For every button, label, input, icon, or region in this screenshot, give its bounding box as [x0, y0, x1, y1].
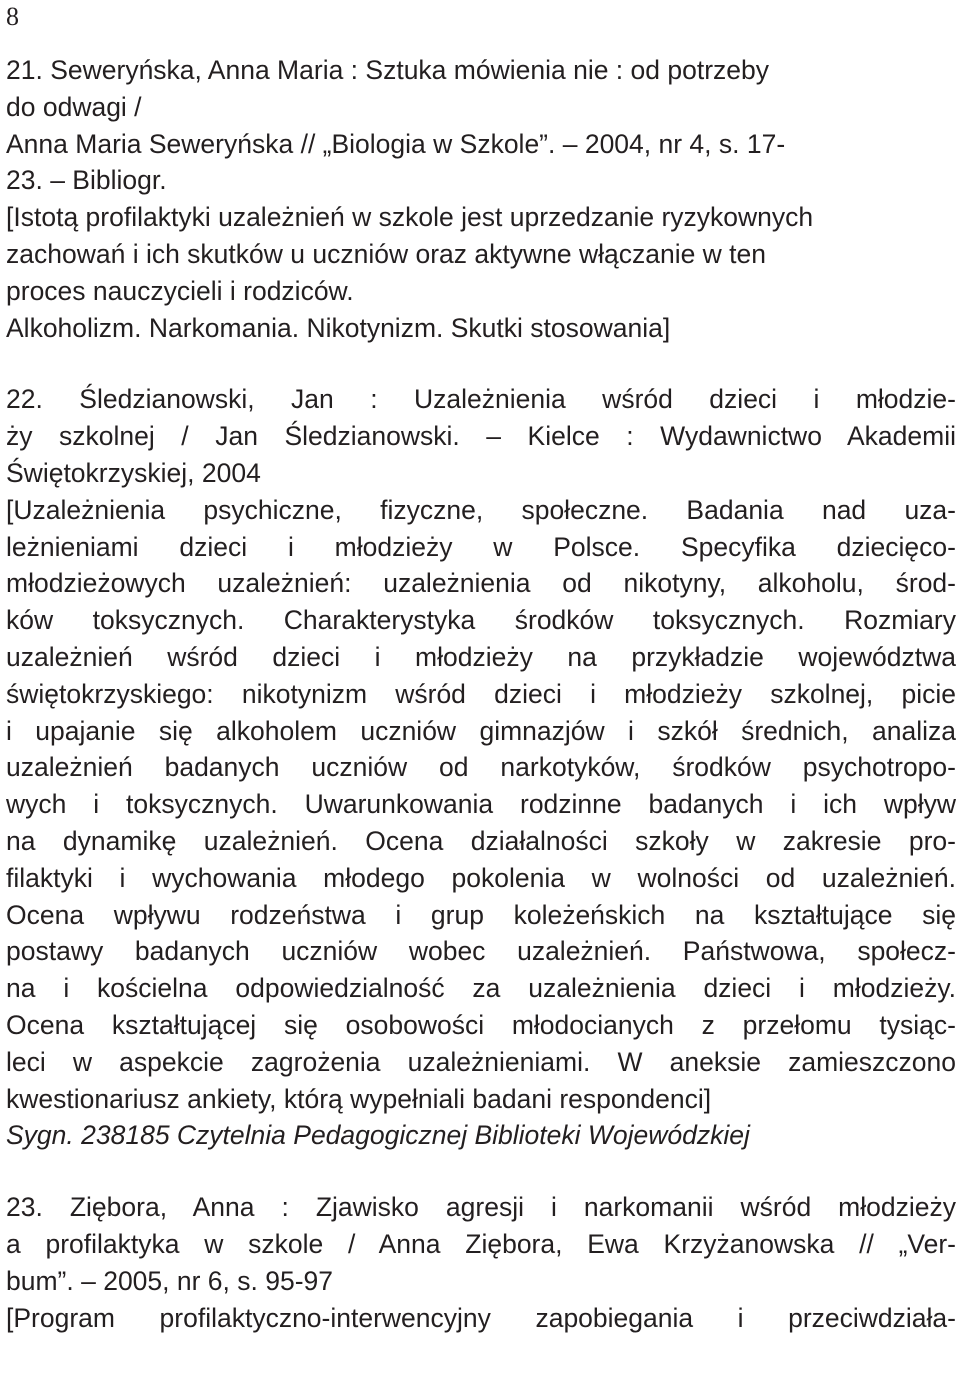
entry-line: leżnieniami dzieci i młodzieży w Polsce. Specyfika dziecięco- [6, 531, 956, 562]
entry-line: [Uzależnienia psychiczne, fizyczne, społeczne. Badania nad uza- [6, 494, 956, 525]
entry-line: 21. Seweryńska, Anna Maria : Sztuka mówienia nie : od potrzeby [6, 55, 770, 85]
page-number: 8 [6, 2, 19, 31]
entry-line: uzależnień badanych uczniów od narkotyków, środków psychotropo- [6, 752, 956, 783]
bibliography-entry-21 [6, 52, 956, 346]
entry-line: Ocena kształtującej się osobowości młodocianych z przełomu tysiąc- [6, 1009, 956, 1040]
entry-line: Ocena wpływu rodzeństwa i grup koleżeńskich na kształtujące się [6, 899, 956, 930]
entry-line: Alkoholizm. Narkomania. Nikotynizm. Skutki stosowania] [6, 312, 671, 343]
entry-line: proces nauczycieli i rodziców. [6, 275, 354, 306]
entry-line: na i kościelna odpowiedzialność za uzależnienia dzieci i młodzieży. [6, 973, 956, 1004]
entry-line: zachowań i ich skutków u uczniów oraz aktywne włączanie w ten [6, 238, 767, 269]
bibliography-entry-23 [6, 1189, 956, 1336]
entry-line: ków toksycznych. Charakterystyka środków toksycznych. Rozmiary [6, 605, 956, 636]
entry-line: na dynamikę uzależnień. Ocena działalności szkoły w zakresie pro- [6, 825, 956, 856]
entry-line: i upajanie się alkoholem uczniów gimnazjów i szkół średnich, analiza [6, 715, 956, 746]
entry-line: młodzieżowych uzależnień: uzależnienia od nikotyny, alkoholu, środ- [6, 568, 956, 599]
bibliography-list [6, 52, 956, 1336]
entry-line: a profilaktyka w szkole / Anna Ziębora, Ewa Krzyżanowska // „Ver- [6, 1228, 956, 1259]
entry-line: ży szkolnej / Jan Śledzianowski. – Kielce : Wydawnictwo Akademii [6, 421, 956, 452]
entry-line: postawy badanych uczniów wobec uzależnień. Państwowa, społecz- [6, 936, 956, 967]
entry-line: [Program profilaktyczno-interwencyjny zapobiegania i przeciwdziała- [6, 1302, 956, 1333]
entry-line: uzależnień wśród dzieci i młodzieży na przykładzie województwa [6, 641, 956, 672]
entry-line: świętokrzyskiego: nikotynizm wśród dzieci i młodzieży szkolnej, picie [6, 678, 956, 709]
entry-line: [Istotą profilaktyki uzależnień w szkole jest uprzedzanie ryzykownych [6, 202, 814, 233]
bibliography-entry-22 [6, 381, 956, 1154]
entry-line: 23. Ziębora, Anna : Zjawisko agresji i narkomanii wśród młodzieży [6, 1192, 956, 1223]
entry-line: Anna Maria Seweryńska // „Biologia w Szkole”. – 2004, nr 4, s. 17- [6, 128, 786, 159]
call-number: Sygn. 238185 Czytelnia Pedagogicznej Biblioteki Wojewódzkiej [6, 1120, 750, 1151]
entry-line: wych i toksycznych. Uwarunkowania rodzinne badanych i ich wpływ [6, 789, 956, 820]
entry-line: 22. Śledzianowski, Jan : Uzależnienia wśród dzieci i młodzie- [6, 384, 956, 415]
entry-line: kwestionariusz ankiety, którą wypełniali badani respondenci] [6, 1083, 712, 1114]
entry-line: filaktyki i wychowania młodego pokolenia w wolności od uzależnień. [6, 862, 956, 893]
entry-line: bum”. – 2005, nr 6, s. 95-97 [6, 1265, 334, 1296]
entry-line: do odwagi / [6, 91, 142, 122]
entry-line: Świętokrzyskiej, 2004 [6, 457, 261, 488]
entry-line: leci w aspekcie zagrożenia uzależnieniami. W aneksie zamieszczono [6, 1046, 956, 1077]
entry-line: 23. – Bibliogr. [6, 165, 167, 196]
